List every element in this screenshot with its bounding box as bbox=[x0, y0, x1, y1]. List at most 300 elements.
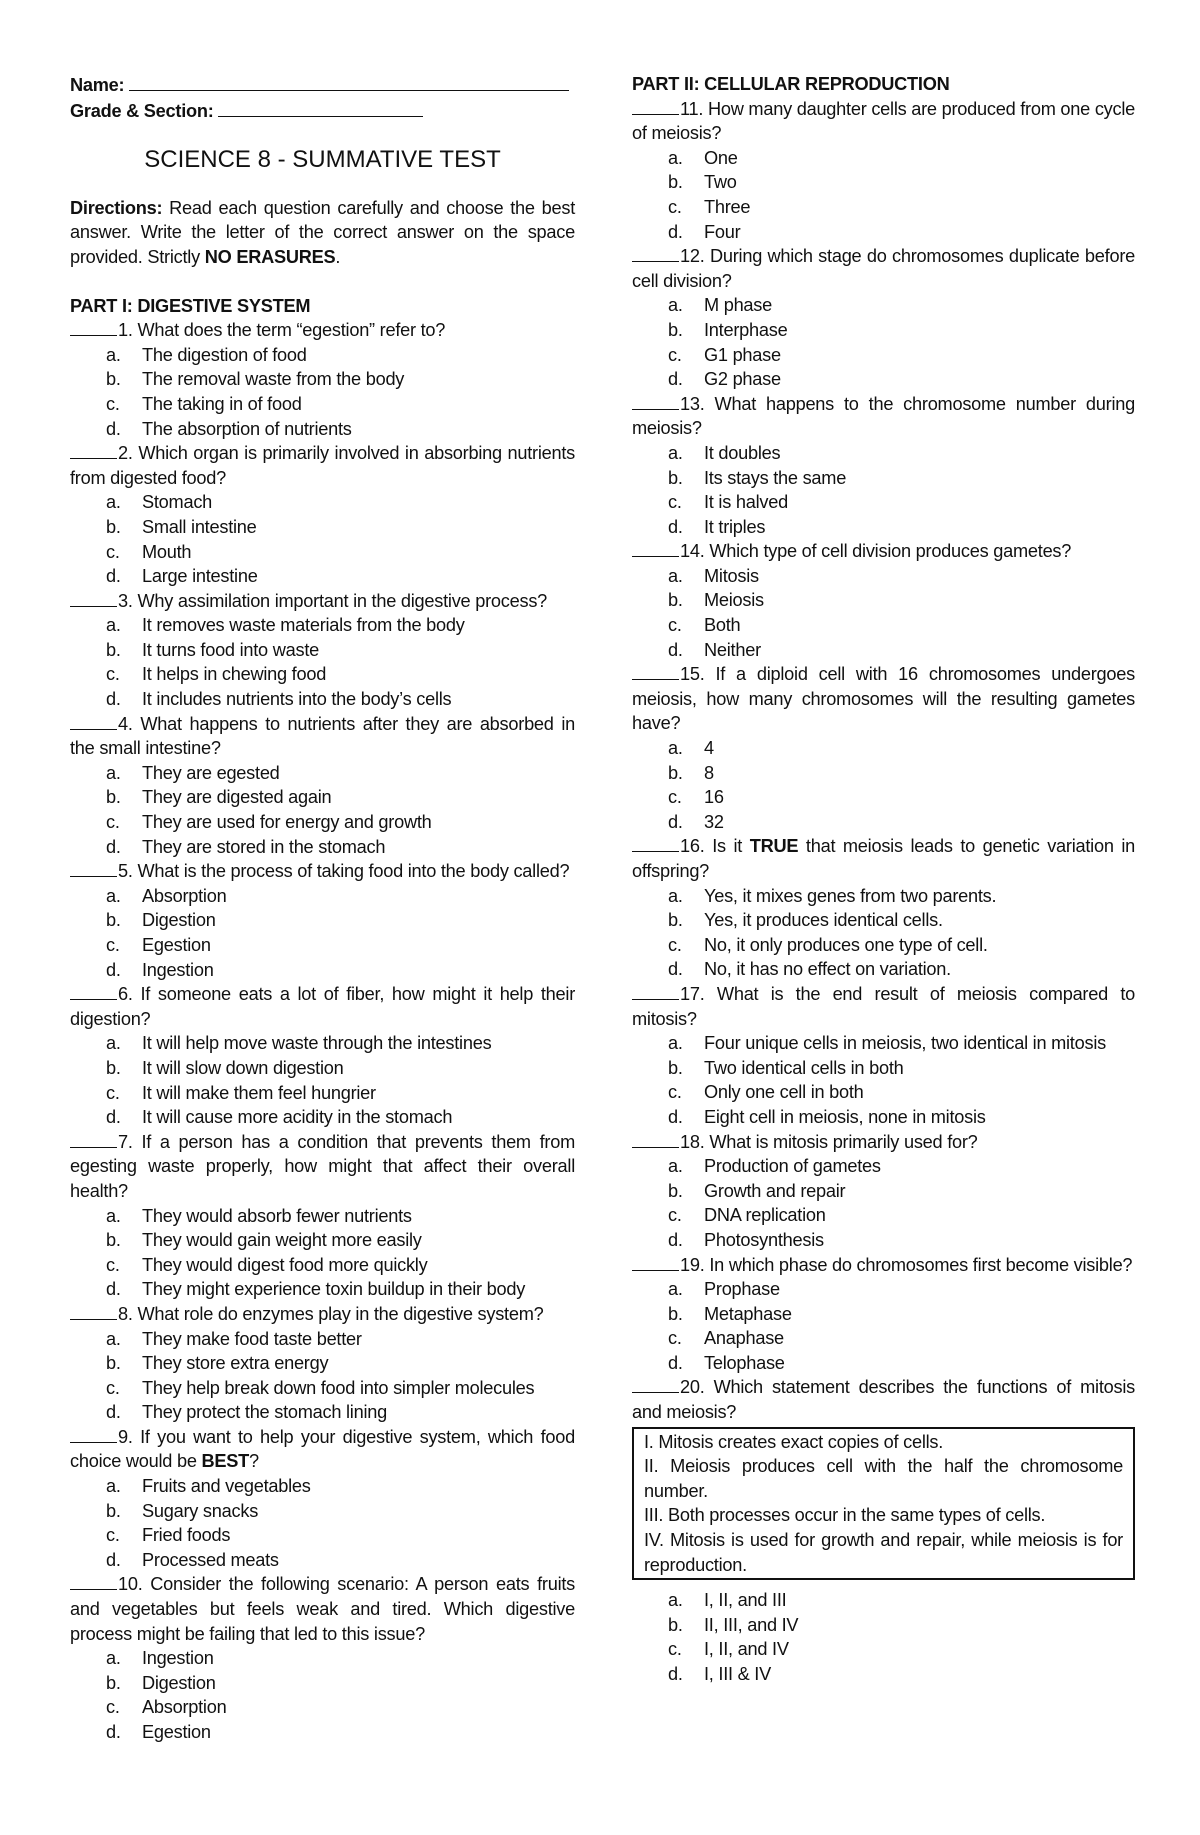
choice-text: Yes, it produces identical cells. bbox=[704, 910, 943, 931]
choice-letter: a. bbox=[668, 1279, 683, 1300]
choice-text: Telophase bbox=[704, 1352, 785, 1373]
choice-option[interactable] bbox=[632, 146, 1135, 171]
choice-text: Digestion bbox=[142, 1672, 216, 1693]
choice-option[interactable] bbox=[632, 441, 1135, 466]
choice-letter: d. bbox=[106, 1722, 121, 1742]
choice-text: Its stays the same bbox=[704, 467, 847, 488]
choice-option[interactable] bbox=[632, 1302, 1135, 1327]
question-17 bbox=[632, 982, 1135, 1130]
choice-text: Ingestion bbox=[142, 959, 214, 980]
choice-text: They are digested again bbox=[142, 787, 332, 808]
question-text bbox=[70, 982, 575, 1031]
choice-text: Three bbox=[704, 196, 751, 217]
question-3 bbox=[70, 589, 575, 712]
name-label: Name: bbox=[70, 75, 125, 95]
choice-option[interactable] bbox=[632, 318, 1135, 343]
choice-option[interactable] bbox=[70, 1327, 575, 1352]
question-text bbox=[70, 1425, 575, 1474]
choice-letter: d. bbox=[668, 1106, 683, 1127]
choice-letter: c. bbox=[106, 935, 120, 955]
directions bbox=[70, 196, 575, 270]
choice-option[interactable] bbox=[70, 1253, 575, 1278]
choice-text: Large intestine bbox=[142, 566, 258, 587]
choice-option[interactable] bbox=[70, 1499, 575, 1524]
choice-letter: a. bbox=[668, 738, 683, 759]
choice-letter: b. bbox=[668, 1303, 683, 1324]
question-stem: If you want to help your digestive system, which food choice would be bbox=[70, 1426, 575, 1472]
choice-option[interactable] bbox=[70, 1204, 575, 1229]
choice-letter: c. bbox=[668, 1639, 682, 1660]
choice-option[interactable] bbox=[70, 785, 575, 810]
choice-text: They protect the stomach lining bbox=[142, 1402, 387, 1423]
choice-letter: a. bbox=[668, 565, 683, 586]
choice-text: Meiosis bbox=[704, 590, 764, 611]
answer-blank[interactable] bbox=[70, 1426, 117, 1443]
question-number: 13. bbox=[680, 393, 705, 414]
choice-option[interactable] bbox=[70, 1646, 575, 1671]
name-line bbox=[70, 72, 575, 98]
choice-letter: b. bbox=[668, 467, 683, 488]
question-number: 3. bbox=[118, 590, 133, 611]
question-stem: During which stage do chromosomes duplicate before cell division? bbox=[632, 246, 1135, 291]
choice-text: It includes nutrients into the body’s cells bbox=[142, 689, 452, 710]
choice-option[interactable] bbox=[70, 1031, 575, 1056]
choice-text: They store extra energy bbox=[142, 1353, 329, 1374]
question-number: 2. bbox=[118, 443, 133, 464]
answer-blank[interactable] bbox=[632, 1376, 679, 1393]
question-number: 10. bbox=[118, 1574, 143, 1595]
choice-option[interactable] bbox=[632, 810, 1135, 835]
choice-text: I, II, and III bbox=[704, 1590, 787, 1611]
question-text bbox=[70, 589, 575, 614]
choice-text: It triples bbox=[704, 516, 766, 537]
choice-option[interactable] bbox=[70, 933, 575, 958]
choice-text: Anaphase bbox=[704, 1328, 784, 1349]
question-19 bbox=[632, 1253, 1135, 1376]
choice-text: Mouth bbox=[142, 541, 192, 562]
choice-option[interactable] bbox=[70, 613, 575, 638]
choice-letter: a. bbox=[106, 1205, 121, 1226]
question-number: 5. bbox=[118, 861, 133, 882]
question-10 bbox=[70, 1572, 575, 1744]
directions-end: . bbox=[335, 246, 341, 267]
choice-option[interactable] bbox=[70, 687, 575, 712]
choice-text: They would absorb fewer nutrients bbox=[142, 1205, 412, 1226]
choice-letter: a. bbox=[668, 1590, 683, 1611]
choice-option[interactable] bbox=[70, 958, 575, 983]
question-8 bbox=[70, 1302, 575, 1425]
choice-option[interactable] bbox=[632, 957, 1135, 982]
choice-letter: b. bbox=[106, 787, 121, 808]
choice-letter: c. bbox=[668, 1328, 682, 1349]
choice-letter: c. bbox=[668, 1205, 682, 1226]
answer-blank[interactable] bbox=[632, 663, 679, 680]
question-stem: What is the end result of meiosis compared to mitosis? bbox=[632, 983, 1135, 1029]
choice-letter: c. bbox=[668, 787, 682, 808]
part1-questions bbox=[70, 318, 575, 1744]
question-number: 16. bbox=[680, 836, 705, 857]
choice-text: They would digest food more quickly bbox=[142, 1254, 428, 1275]
question-20 bbox=[632, 1375, 1135, 1686]
question-9 bbox=[70, 1425, 575, 1573]
answer-blank[interactable] bbox=[632, 540, 679, 557]
choice-text: The taking in of food bbox=[142, 393, 302, 414]
choice-letter: b. bbox=[668, 172, 683, 193]
choice-text: It helps in chewing food bbox=[142, 664, 327, 685]
question-text bbox=[632, 982, 1135, 1031]
question-stem: Why assimilation important in the digestive process? bbox=[137, 590, 548, 611]
choice-option[interactable] bbox=[632, 1588, 1135, 1613]
answer-blank[interactable] bbox=[70, 1303, 117, 1320]
choice-option[interactable] bbox=[632, 785, 1135, 810]
choice-option[interactable] bbox=[632, 343, 1135, 368]
choice-text: G1 phase bbox=[704, 344, 781, 365]
choice-option[interactable] bbox=[632, 1277, 1135, 1302]
choice-text: Prophase bbox=[704, 1279, 780, 1300]
choice-text: Interphase bbox=[704, 319, 788, 340]
choice-option[interactable] bbox=[70, 638, 575, 663]
choice-letter: c. bbox=[106, 1254, 120, 1275]
choice-option[interactable] bbox=[632, 1154, 1135, 1179]
choice-text: Fried foods bbox=[142, 1525, 231, 1546]
question-stem: What is mitosis primarily used for? bbox=[709, 1131, 978, 1152]
question-stem: Is it bbox=[712, 836, 743, 857]
choice-letter: a. bbox=[106, 1476, 121, 1497]
choice-letter: c. bbox=[668, 1082, 682, 1103]
choice-letter: d. bbox=[668, 1352, 683, 1373]
choice-option[interactable] bbox=[632, 1031, 1135, 1056]
choice-text: Eight cell in meiosis, none in mitosis bbox=[704, 1106, 986, 1127]
choice-letter: d. bbox=[668, 959, 683, 980]
question-number: 15. bbox=[680, 664, 705, 685]
question-text bbox=[632, 834, 1135, 883]
choice-letter: d. bbox=[668, 516, 683, 537]
choice-option[interactable] bbox=[70, 908, 575, 933]
question-stem: How many daughter cells are produced from one cycle of meiosis? bbox=[632, 98, 1136, 144]
choice-option[interactable] bbox=[632, 1203, 1135, 1228]
choice-option[interactable] bbox=[632, 1662, 1135, 1687]
choice-text: They make food taste better bbox=[142, 1328, 362, 1349]
answer-blank[interactable] bbox=[632, 835, 679, 852]
question-text bbox=[632, 392, 1135, 441]
question-number: 18. bbox=[680, 1131, 705, 1152]
answer-blank[interactable] bbox=[70, 442, 117, 459]
choice-option[interactable] bbox=[632, 1613, 1135, 1638]
choice-option[interactable] bbox=[632, 908, 1135, 933]
choice-letter: d. bbox=[106, 566, 121, 587]
choice-text: They are used for energy and growth bbox=[142, 812, 432, 833]
question-text bbox=[632, 1130, 1135, 1155]
question-stem: If someone eats a lot of fiber, how might it help their digestion? bbox=[70, 984, 575, 1029]
choice-text: It doubles bbox=[704, 442, 781, 463]
choice-option[interactable] bbox=[632, 588, 1135, 613]
question-number: 19. bbox=[680, 1254, 705, 1275]
choice-text: No, it only produces one type of cell. bbox=[704, 934, 988, 955]
question-number: 7. bbox=[118, 1131, 133, 1152]
choice-text: It will slow down digestion bbox=[142, 1057, 344, 1078]
choice-text: No, it has no effect on variation. bbox=[704, 959, 951, 980]
choice-option[interactable] bbox=[70, 1105, 575, 1130]
choice-letter: b. bbox=[668, 1057, 683, 1078]
choice-option[interactable] bbox=[70, 1277, 575, 1302]
statement-item: IV. Mitosis is used for growth and repair, while meiosis is for reproduction. bbox=[644, 1530, 1123, 1575]
choice-letter: b. bbox=[668, 1180, 683, 1201]
choice-text: It is halved bbox=[704, 492, 788, 513]
page-title: SCIENCE 8 - SUMMATIVE TEST bbox=[144, 146, 501, 174]
question-text bbox=[70, 712, 575, 761]
question-emphasis: TRUE bbox=[749, 836, 799, 857]
statement-item: III. Both processes occur in the same types of cells. bbox=[644, 1505, 1046, 1526]
answer-blank[interactable] bbox=[632, 983, 679, 1000]
choice-text: Two identical cells in both bbox=[704, 1057, 904, 1078]
choice-text: They are egested bbox=[142, 762, 280, 783]
choice-letter: d. bbox=[106, 418, 121, 439]
choice-text: Only one cell in both bbox=[704, 1082, 864, 1103]
answer-blank[interactable] bbox=[632, 98, 679, 115]
choice-letter: d. bbox=[668, 639, 683, 660]
question-text bbox=[632, 97, 1135, 146]
choice-letter: d. bbox=[668, 1664, 683, 1684]
answer-blank[interactable] bbox=[70, 590, 117, 607]
choice-option[interactable] bbox=[70, 1548, 575, 1573]
choice-text: Two bbox=[704, 172, 737, 193]
choice-letter: b. bbox=[668, 1614, 683, 1635]
choice-text: It turns food into waste bbox=[142, 639, 319, 660]
choice-option[interactable] bbox=[70, 1351, 575, 1376]
choice-letter: a. bbox=[106, 492, 121, 513]
question-text bbox=[70, 1130, 575, 1204]
question-text bbox=[70, 1572, 575, 1646]
choice-option[interactable] bbox=[632, 1056, 1135, 1081]
choice-option[interactable] bbox=[70, 564, 575, 589]
choice-option[interactable] bbox=[70, 810, 575, 835]
question-stem: In which phase do chromosomes first become visible? bbox=[709, 1254, 1133, 1275]
choice-option[interactable] bbox=[632, 884, 1135, 909]
choice-letter: b. bbox=[106, 639, 121, 660]
choice-letter: d. bbox=[106, 1402, 121, 1423]
choice-option[interactable] bbox=[70, 1720, 575, 1745]
part1-heading: PART I: DIGESTIVE SYSTEM bbox=[70, 295, 311, 316]
answer-blank[interactable] bbox=[632, 393, 679, 410]
choice-text: It will cause more acidity in the stomach bbox=[142, 1107, 453, 1128]
choice-text: I, III & IV bbox=[704, 1664, 771, 1684]
choice-option[interactable] bbox=[632, 1105, 1135, 1130]
choice-option[interactable] bbox=[70, 1671, 575, 1696]
choice-letter: a. bbox=[668, 1156, 683, 1177]
choice-option[interactable] bbox=[632, 367, 1135, 392]
choice-text: DNA replication bbox=[704, 1205, 826, 1226]
choice-text: Four unique cells in meiosis, two identical in mitosis bbox=[704, 1033, 1106, 1054]
choice-text: Both bbox=[704, 615, 741, 636]
choice-text: It will make them feel hungrier bbox=[142, 1082, 376, 1103]
choice-letter: d. bbox=[106, 836, 121, 857]
choice-option[interactable] bbox=[632, 1179, 1135, 1204]
choice-option[interactable] bbox=[70, 540, 575, 565]
grade-line bbox=[70, 98, 575, 124]
question-text bbox=[70, 318, 575, 343]
choice-letter: c. bbox=[106, 1082, 120, 1103]
choice-letter: d. bbox=[668, 369, 683, 390]
choice-text: 4 bbox=[704, 738, 714, 759]
question-6 bbox=[70, 982, 575, 1130]
question-text bbox=[70, 1302, 575, 1327]
choice-text: Yes, it mixes genes from two parents. bbox=[704, 885, 997, 906]
question-number: 1. bbox=[118, 320, 133, 341]
part2-heading: PART II: CELLULAR REPRODUCTION bbox=[632, 74, 950, 94]
answer-blank[interactable] bbox=[70, 319, 117, 336]
choice-option[interactable] bbox=[632, 933, 1135, 958]
directions-emphasis: NO ERASURES bbox=[204, 246, 336, 267]
choice-option[interactable] bbox=[70, 1376, 575, 1401]
choice-option[interactable] bbox=[632, 736, 1135, 761]
choice-text: Digestion bbox=[142, 910, 216, 931]
choice-letter: a. bbox=[668, 442, 683, 463]
choice-text: Neither bbox=[704, 639, 761, 660]
choice-option[interactable] bbox=[632, 220, 1135, 245]
choice-letter: b. bbox=[106, 1057, 121, 1078]
choice-letter: d. bbox=[668, 1229, 683, 1250]
choice-option[interactable] bbox=[70, 761, 575, 786]
left-column bbox=[70, 72, 575, 1745]
choice-letter: a. bbox=[106, 1033, 121, 1054]
choice-letter: d. bbox=[106, 689, 121, 710]
choice-text: The removal waste from the body bbox=[142, 369, 405, 390]
choice-letter: b. bbox=[106, 1672, 121, 1693]
choice-option[interactable] bbox=[632, 490, 1135, 515]
choice-option[interactable] bbox=[70, 1081, 575, 1106]
choice-letter: d. bbox=[106, 959, 121, 980]
name-blank[interactable] bbox=[129, 72, 569, 91]
choice-letter: a. bbox=[668, 147, 683, 168]
choice-letter: c. bbox=[106, 664, 120, 685]
choice-option[interactable] bbox=[632, 195, 1135, 220]
choice-option[interactable] bbox=[632, 761, 1135, 786]
choice-option[interactable] bbox=[632, 1326, 1135, 1351]
question-number: 8. bbox=[118, 1303, 133, 1324]
choice-text: Four bbox=[704, 221, 741, 242]
question-12 bbox=[632, 244, 1135, 392]
choice-text: G2 phase bbox=[704, 369, 781, 390]
choice-letter: a. bbox=[106, 1328, 121, 1349]
answer-blank[interactable] bbox=[70, 713, 117, 730]
choice-option[interactable] bbox=[70, 392, 575, 417]
question-text bbox=[70, 859, 575, 884]
choice-option[interactable] bbox=[632, 613, 1135, 638]
grade-section-blank[interactable] bbox=[218, 98, 423, 117]
choice-text: The absorption of nutrients bbox=[142, 418, 352, 439]
choice-text: Production of gametes bbox=[704, 1156, 881, 1177]
choice-letter: a. bbox=[668, 295, 683, 316]
choice-letter: b. bbox=[668, 910, 683, 931]
question-number: 14. bbox=[680, 541, 705, 562]
choice-text: Absorption bbox=[142, 885, 227, 906]
choice-option[interactable] bbox=[70, 1056, 575, 1081]
choice-letter: c. bbox=[668, 344, 682, 365]
statement-item: I. Mitosis creates exact copies of cells. bbox=[644, 1431, 944, 1452]
choice-option[interactable] bbox=[632, 466, 1135, 491]
answer-blank[interactable] bbox=[70, 860, 117, 877]
choice-option[interactable] bbox=[70, 343, 575, 368]
choice-option[interactable] bbox=[70, 1474, 575, 1499]
answer-blank[interactable] bbox=[632, 1254, 679, 1271]
choice-letter: b. bbox=[106, 1500, 121, 1521]
choice-option[interactable] bbox=[632, 1228, 1135, 1253]
choice-option[interactable] bbox=[632, 1637, 1135, 1662]
question-13 bbox=[632, 392, 1135, 540]
choice-text: 16 bbox=[704, 787, 724, 808]
choice-option[interactable] bbox=[70, 1228, 575, 1253]
question-text bbox=[632, 1253, 1135, 1278]
choice-option[interactable] bbox=[70, 1523, 575, 1548]
choice-letter: a. bbox=[106, 885, 121, 906]
choice-option[interactable] bbox=[632, 564, 1135, 589]
question-text bbox=[632, 662, 1135, 736]
choice-option[interactable] bbox=[632, 293, 1135, 318]
choice-option[interactable] bbox=[70, 835, 575, 860]
question-5 bbox=[70, 859, 575, 982]
question-stem: Consider the following scenario: A person eats fruits and vegetables but feels weak and tired. Which digestive process might be failing that led to this issue? bbox=[70, 1574, 576, 1644]
choice-option[interactable] bbox=[632, 515, 1135, 540]
choice-text: They are stored in the stomach bbox=[142, 836, 386, 857]
choice-option[interactable] bbox=[632, 638, 1135, 663]
choice-option[interactable] bbox=[70, 490, 575, 515]
choice-option[interactable] bbox=[632, 170, 1135, 195]
choice-option[interactable] bbox=[632, 1080, 1135, 1105]
answer-blank[interactable] bbox=[632, 245, 679, 262]
question-number: 20. bbox=[680, 1377, 705, 1398]
question-text bbox=[632, 244, 1135, 293]
choice-option[interactable] bbox=[70, 515, 575, 540]
choice-text: Metaphase bbox=[704, 1303, 792, 1324]
choice-letter: b. bbox=[668, 590, 683, 611]
choice-option[interactable] bbox=[70, 1400, 575, 1425]
choice-letter: b. bbox=[106, 910, 121, 931]
choice-text: Photosynthesis bbox=[704, 1229, 824, 1250]
question-18 bbox=[632, 1130, 1135, 1253]
choice-text: They might experience toxin buildup in their body bbox=[142, 1279, 526, 1300]
choice-text: Fruits and vegetables bbox=[142, 1476, 311, 1497]
choice-option[interactable] bbox=[70, 417, 575, 442]
choice-option[interactable] bbox=[70, 1695, 575, 1720]
question-emphasis: BEST bbox=[201, 1451, 250, 1472]
answer-blank[interactable] bbox=[70, 1573, 117, 1590]
question-number: 6. bbox=[118, 984, 133, 1005]
choice-option[interactable] bbox=[70, 884, 575, 909]
choice-text: They would gain weight more easily bbox=[142, 1230, 422, 1251]
question-14 bbox=[632, 539, 1135, 662]
answer-blank[interactable] bbox=[70, 1131, 117, 1148]
question-stem: Which statement describes the functions of mitosis and meiosis? bbox=[632, 1377, 1135, 1423]
question-stem: What happens to nutrients after they are absorbed in the small intestine? bbox=[70, 713, 575, 759]
choice-text: Mitosis bbox=[704, 565, 759, 586]
choice-letter: a. bbox=[106, 1648, 121, 1669]
part2-questions bbox=[632, 97, 1135, 1687]
question-4 bbox=[70, 712, 575, 860]
choice-letter: c. bbox=[668, 492, 682, 513]
choice-letter: b. bbox=[106, 369, 121, 390]
choice-letter: c. bbox=[106, 1697, 120, 1718]
choice-text: It will help move waste through the intestines bbox=[142, 1033, 492, 1054]
statements-box bbox=[632, 1427, 1135, 1581]
answer-blank[interactable] bbox=[70, 983, 117, 1000]
answer-blank[interactable] bbox=[632, 1131, 679, 1148]
question-number: 4. bbox=[118, 713, 133, 734]
choice-text: I, II, and IV bbox=[704, 1639, 789, 1660]
choice-letter: a. bbox=[106, 615, 121, 636]
choice-option[interactable] bbox=[632, 1351, 1135, 1376]
choice-option[interactable] bbox=[70, 662, 575, 687]
choice-option[interactable] bbox=[70, 367, 575, 392]
